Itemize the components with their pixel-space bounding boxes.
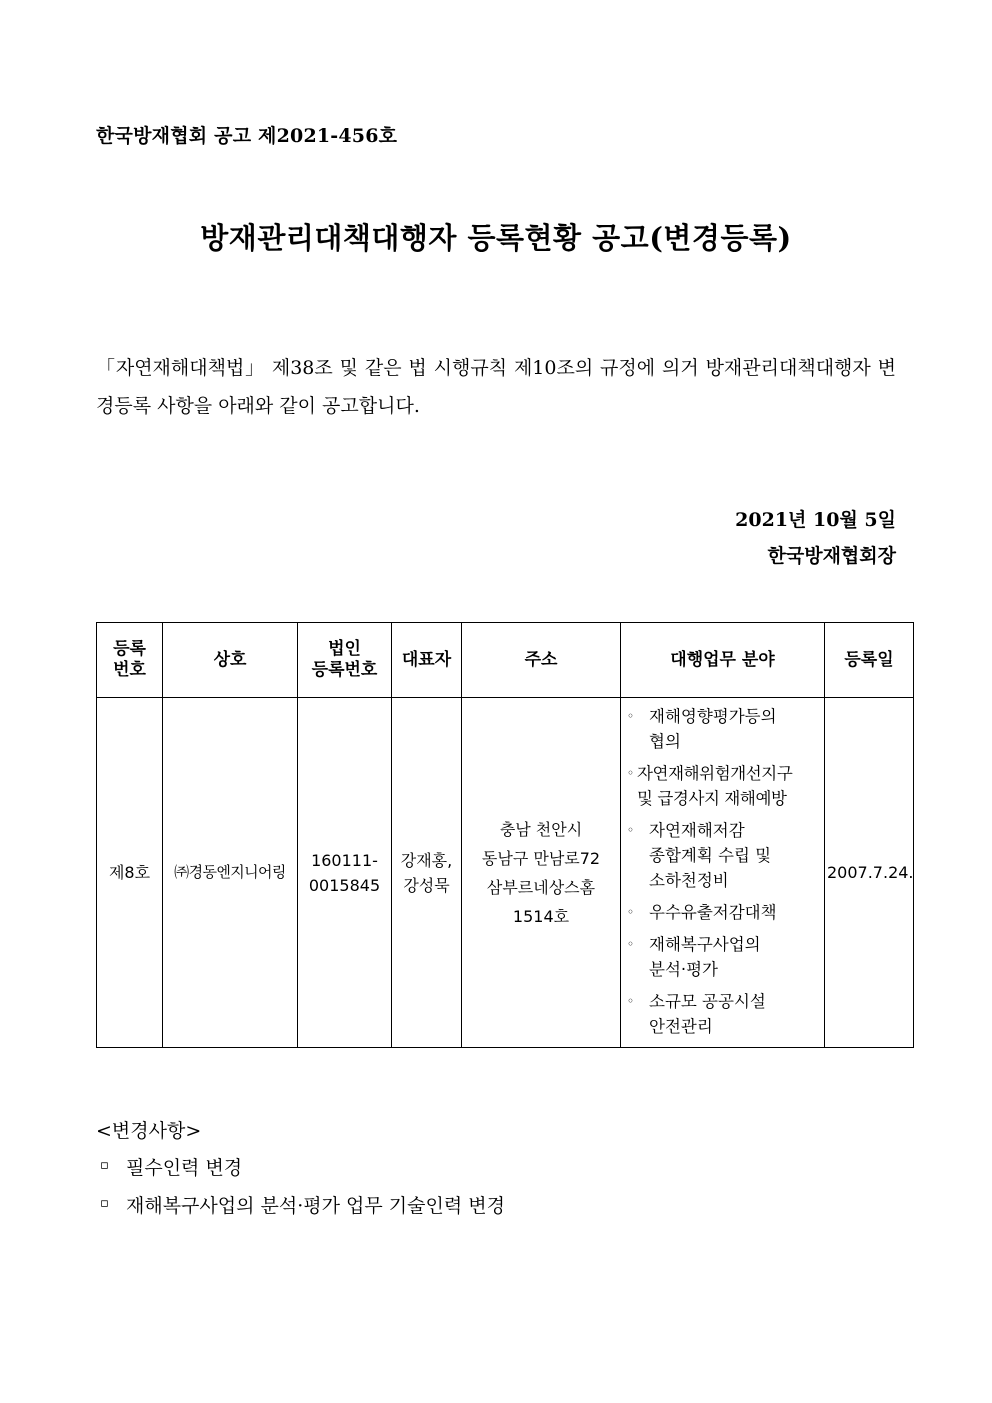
field-item: [627, 761, 820, 811]
field-text: 재해영향평가등의 협의: [649, 707, 777, 751]
field-item: [627, 932, 820, 982]
circle-bullet-icon: ◦: [627, 905, 635, 919]
cell-corp-no: 160111- 0015845: [298, 698, 392, 1048]
circle-bullet-icon: ◦: [627, 823, 635, 837]
field-text: 자연재해위험개선지구 및 급경사지 재해예방: [637, 764, 793, 808]
issuer-name: 한국방재협회장: [767, 545, 896, 567]
header-address: 주소: [462, 623, 621, 698]
field-item: [627, 704, 820, 754]
notice-number: 한국방재협회 공고 제2021-456호: [96, 125, 398, 147]
table-header-row: [97, 623, 914, 698]
issue-date: 2021년 10월 5일: [735, 509, 896, 531]
cell-company: ㈜경동엔지니어링: [163, 698, 298, 1048]
header-reg-no: 등록 번호: [97, 623, 163, 698]
table-row: [97, 698, 914, 1048]
registration-table: [96, 622, 914, 1048]
square-bullet-icon: ▫: [100, 1196, 109, 1211]
circle-bullet-icon: ◦: [627, 766, 635, 780]
circle-bullet-icon: ◦: [627, 709, 635, 723]
header-representative: 대표자: [392, 623, 462, 698]
change-item: [100, 1153, 242, 1180]
change-item: [100, 1191, 505, 1218]
cell-reg-no: 제8호: [97, 698, 163, 1048]
square-bullet-icon: ▫: [100, 1158, 109, 1173]
changes-heading: <변경사항>: [96, 1120, 202, 1142]
field-item: [627, 900, 820, 925]
header-company: 상호: [163, 623, 298, 698]
field-item: [627, 818, 820, 893]
change-text: 필수인력 변경: [126, 1157, 243, 1179]
document-title: 방재관리대책대행자 등록현황 공고(변경등록): [200, 221, 792, 255]
field-text: 재해복구사업의 분석·평가: [649, 935, 761, 979]
circle-bullet-icon: ◦: [627, 994, 635, 1008]
cell-representative: 강재홍, 강성묵: [392, 698, 462, 1048]
header-business-fields: 대행업무 분야: [621, 623, 825, 698]
cell-reg-date: 2007.7.24.: [825, 698, 914, 1048]
field-item: [627, 989, 820, 1039]
header-corp-no: 법인 등록번호: [298, 623, 392, 698]
field-text: 자연재해저감 종합계획 수립 및 소하천정비: [649, 821, 772, 890]
cell-address: 충남 천안시 동남구 만남로72 삼부르네상스홈 1514호: [462, 698, 621, 1048]
field-text: 소규모 공공시설 안전관리: [649, 992, 766, 1036]
circle-bullet-icon: ◦: [627, 937, 635, 951]
intro-paragraph: 「자연재해대책법」 제38조 및 같은 법 시행규칙 제10조의 규정에 의거 방재관리대책대행자 변경등록 사항을 아래와 같이 공고합니다.: [96, 357, 896, 417]
cell-business-fields: [621, 698, 825, 1048]
field-text: 우수유출저감대책: [649, 903, 777, 922]
header-reg-date: 등록일: [825, 623, 914, 698]
change-text: 재해복구사업의 분석·평가 업무 기술인력 변경: [126, 1195, 505, 1217]
